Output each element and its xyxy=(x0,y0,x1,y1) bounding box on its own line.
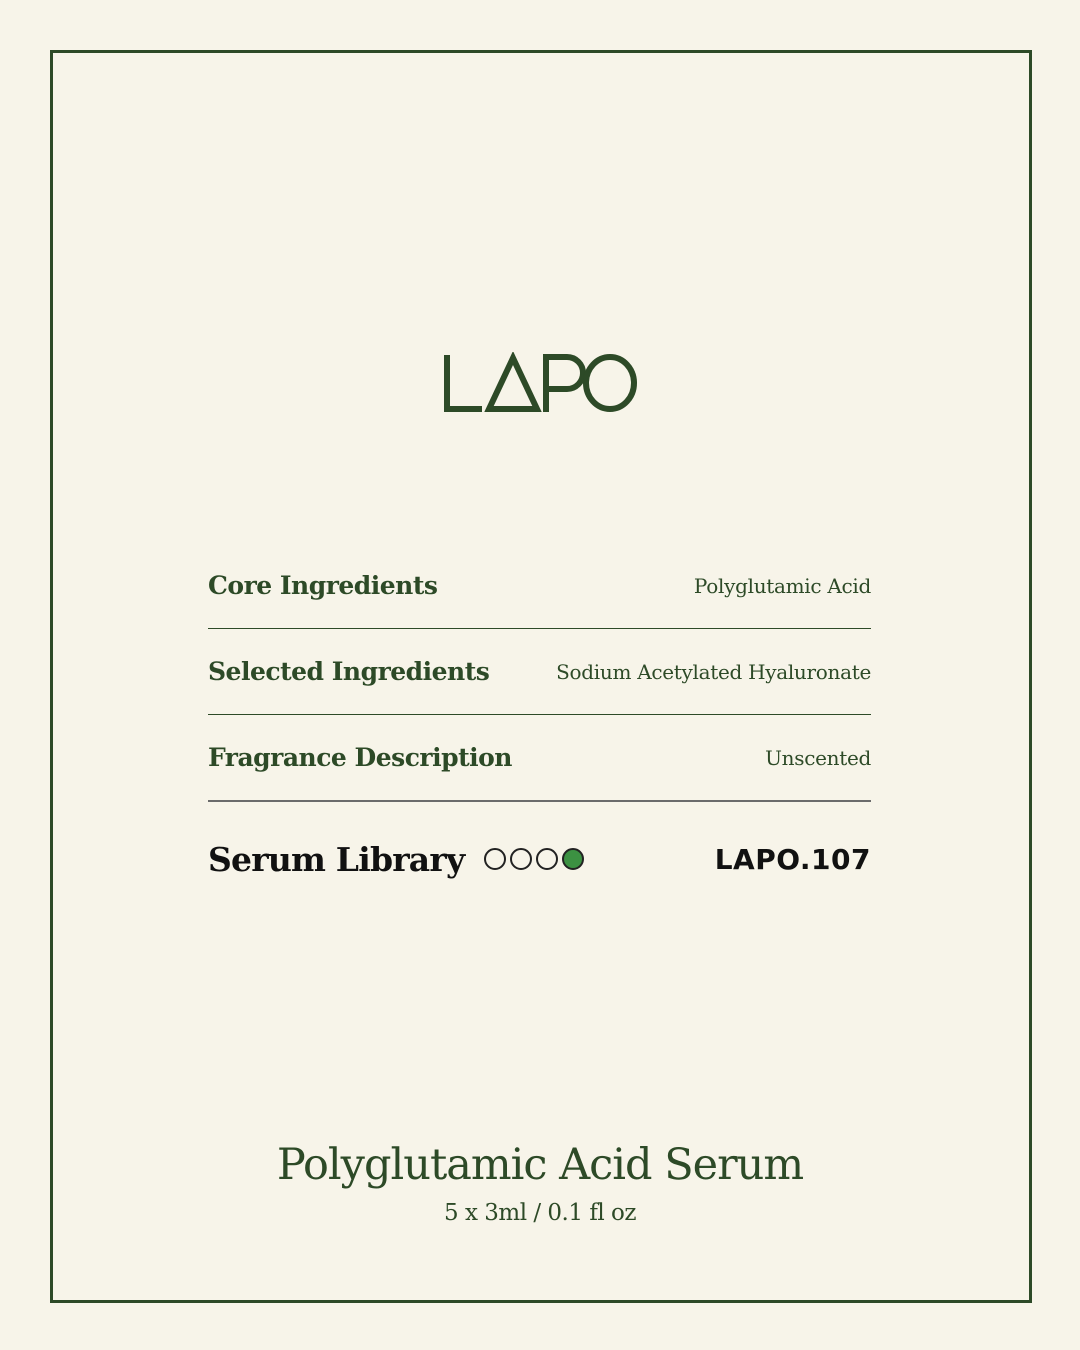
product-size: 5 x 3ml / 0.1 fl oz xyxy=(444,1200,636,1226)
table-row-core-ingredients xyxy=(208,543,871,629)
row-label: Selected Ingredients xyxy=(208,657,490,686)
table-row-fragrance xyxy=(208,715,871,802)
serum-library-heading xyxy=(208,840,588,879)
serum-library-title: Serum Library xyxy=(208,839,465,879)
brand-logo xyxy=(0,352,1080,422)
row-value: Polyglutamic Acid xyxy=(693,573,871,598)
serum-library-indicator xyxy=(484,848,588,870)
product-code: LAPO.107 xyxy=(714,842,871,876)
serum-library xyxy=(208,832,871,886)
indicator-dot-active xyxy=(562,848,584,870)
indicator-dot xyxy=(536,848,558,870)
row-label: Fragrance Description xyxy=(208,743,512,772)
indicator-dot xyxy=(510,848,532,870)
ingredient-table xyxy=(208,543,871,802)
row-value: Sodium Acetylated Hyaluronate xyxy=(556,659,871,684)
row-label: Core Ingredients xyxy=(208,571,438,600)
table-row-selected-ingredients xyxy=(208,629,871,715)
brand-logo-mark xyxy=(442,352,638,414)
row-value: Unscented xyxy=(765,745,871,770)
indicator-dot xyxy=(484,848,506,870)
product-name: Polyglutamic Acid Serum xyxy=(276,1140,804,1190)
